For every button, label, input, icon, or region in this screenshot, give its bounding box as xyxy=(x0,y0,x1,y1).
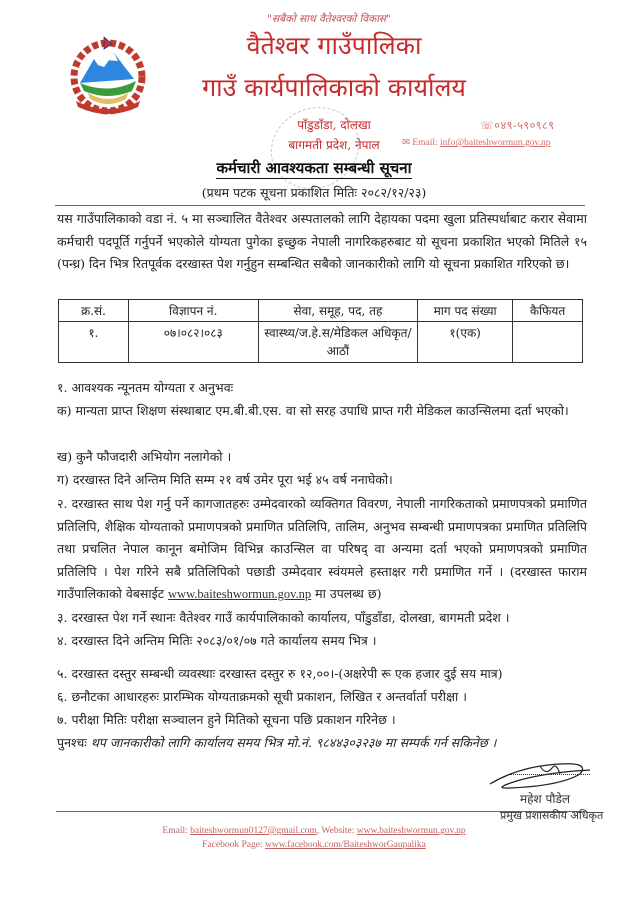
signatory-title: प्रमुख प्रशासकीय अधिकृत xyxy=(500,809,604,822)
address-line-2: बागमती प्रदेश, नेपाल xyxy=(288,138,380,152)
footer-website-link[interactable]: www.baiteshwormun.gov.np xyxy=(356,826,466,836)
intro-paragraph: यस गाउँपालिकाको वडा नं. ५ मा सञ्चालित वैतेश्वर अस्पतालको लागि देहायका पदमा खुला प्रतिस्पर्धाबाट करार सेवामा कर्मचारी पदपूर्ति गर्नुपर्ने भएकोले योग्यता पुगेका इच्छुक नेपाली नागरिकहरुबाट यो सूचना प्रकाशित भएको मितिले १५ (पन्ध्र) दिन भित्र रितपूर्वक दरखास्त पेश गर्नुहुन सम्बन्धित सबैको जानकारीको लागि यो सूचना प्रकाशित गरिएको छ। xyxy=(57,211,587,271)
section-2-documents: २. दरखास्त साथ पेश गर्नु पर्ने कागजातहरुः उम्मेदवारको व्यक्तिगत विवरण, नेपाली नागरिकताको प्रमाणपत्रको प्रमाणित प्रतिलिपि, शैक्षिक योग्यताको प्रमाणपत्रको प्रमाणित प्रतिलिपि, तालिम, अनुभव सम्बन्धी प्रमाणपत्रका प्रमाणित प्रतिलिपि तथा प्रचलित नेपाल कानून बमोजिम विभिन्न काउन्सिल वा परिषद् वा अन्यमा दर्ता भएको प्रमाणपत्रको प्रमाणित प्रतिलिपि । पेश गरिने सबै प्रतिलिपिको पछाडी उम्मेदवार स्वंयमले हस्ताक्षर गरी प्रमाणित गर्ने । (दरखास्त फाराम गाउँपालिकाको वेबसाईट www.baiteshwormun.gov.np मा उपलब्ध छ) xyxy=(57,496,587,601)
col-service-group-post-level: सेवा, समूह, पद, तह xyxy=(258,300,418,322)
cell-remarks xyxy=(513,322,583,363)
letterhead xyxy=(0,0,628,152)
col-posts-demanded: माग पद संख्या xyxy=(418,300,513,322)
footer-contact: Email: baiteshwormun0127@gmail.com, Website: www.baiteshwormun.gov.np xyxy=(162,826,466,836)
address-line-1: पाँडुडाँडा, दोलखा xyxy=(297,118,371,132)
col-advertisement-no: विज्ञापन नं. xyxy=(128,300,258,322)
cell-serial: १. xyxy=(59,322,129,363)
header-email xyxy=(402,137,551,148)
table-row xyxy=(59,322,583,363)
col-serial: क्र.सं. xyxy=(59,300,129,322)
col-remarks: कैफियत xyxy=(513,300,583,322)
cell-advertisement-no: ०७।०८२।०८३ xyxy=(128,322,258,363)
facebook-link[interactable]: www.facebook.com/BaiteshworGaupalika xyxy=(264,840,426,850)
section-1-title: १. आवश्यक न्यूनतम योग्यता र अनुभवः xyxy=(57,380,234,395)
email-label: ✉ Email: xyxy=(402,138,438,148)
section-1-item-b: ख) कुनै फौजदारी अभियोग नलागेको । xyxy=(57,449,232,464)
footer-email-link[interactable]: baiteshwormun0127@gmail.com xyxy=(190,826,317,836)
org-name: वैतेश्वर गाउँपालिका xyxy=(246,31,422,60)
divider-top xyxy=(55,205,585,206)
website-link[interactable]: www.baiteshwormun.gov.np xyxy=(168,587,312,601)
section-1-item-c: ग) दरखास्त दिने अन्तिम मिति सम्म २१ वर्ष उमेर पूरा भई ४५ वर्ष ननाघेको। xyxy=(57,472,393,487)
signature-line xyxy=(510,774,590,775)
section-6-selection: ६. छनौटका आधारहरुः प्रारम्भिक योग्यताक्रमको सूची प्रकाशन, लिखित र अन्तर्वार्ता परीक्षा । xyxy=(57,689,467,704)
phone-number: ☏०४९-५९०९८९ xyxy=(480,119,555,132)
section-3-location: ३. दरखास्त पेश गर्ने स्थानः वैतेश्वर गाउँ कार्यपालिकाको कार्यालय, पाँडुडाँडा, दोलखा, बागमती प्रदेश । xyxy=(57,610,510,625)
postscript-label: पुनश्चः xyxy=(57,735,87,750)
notice-title: कर्मचारी आवश्यकता सम्बन्धी सूचना xyxy=(216,159,412,177)
slogan: "सबैको साथ वैतेश्वरको विकास" xyxy=(267,13,391,25)
section-5-fee: ५. दरखास्त दस्तुर सम्बन्धी व्यवस्थाः दरखास्त दस्तुर रु १२,००।-(अक्षरेपी रू एक हजार दुई सय मात्र) xyxy=(57,666,503,681)
footer-facebook: Facebook Page: www.facebook.com/BaiteshworGaupalika xyxy=(202,840,426,850)
notice-subtitle: (प्रथम पटक सूचना प्रकाशित मितिः २०८२/१२/२३) xyxy=(201,185,427,200)
signatory-name: महेश पौडेल xyxy=(520,792,571,806)
section-1-item-a: क) मान्यता प्राप्त शिक्षण संस्थाबाट एम.बी.बी.एस. वा सो सरह उपाधि प्राप्त गरी मेडिकल काउन्सिलमा दर्ता भएको। xyxy=(57,403,569,418)
cell-posts-demanded: १(एक) xyxy=(418,322,513,363)
section-4-deadline: ४. दरखास्त दिने अन्तिम मितिः २०८३/०१/०७ गते कार्यालय समय भित्र । xyxy=(57,633,377,648)
vacancy-table xyxy=(58,299,583,363)
cell-service-group-post-level: स्वास्थ्य/ज.हे.स/मेडिकल अधिकृत/आठौं xyxy=(258,322,418,363)
postscript-text: थप जानकारीको लागि कार्यालय समय भित्र मो.नं. ९८४४३०३२३७ मा सम्पर्क गर्न सकिनेछ । xyxy=(90,735,497,750)
office-name: गाउँ कार्यपालिकाको कार्यालय xyxy=(202,73,466,102)
section-7-exam-date: ७. परीक्षा मितिः परीक्षा सञ्चालन हुने मितिको सूचना पछि प्रकाशन गरिनेछ । xyxy=(57,712,396,727)
header-email-link[interactable]: info@baiteshwormun.gov.np xyxy=(440,138,551,148)
postscript xyxy=(57,732,587,755)
table-header-row xyxy=(59,300,583,322)
